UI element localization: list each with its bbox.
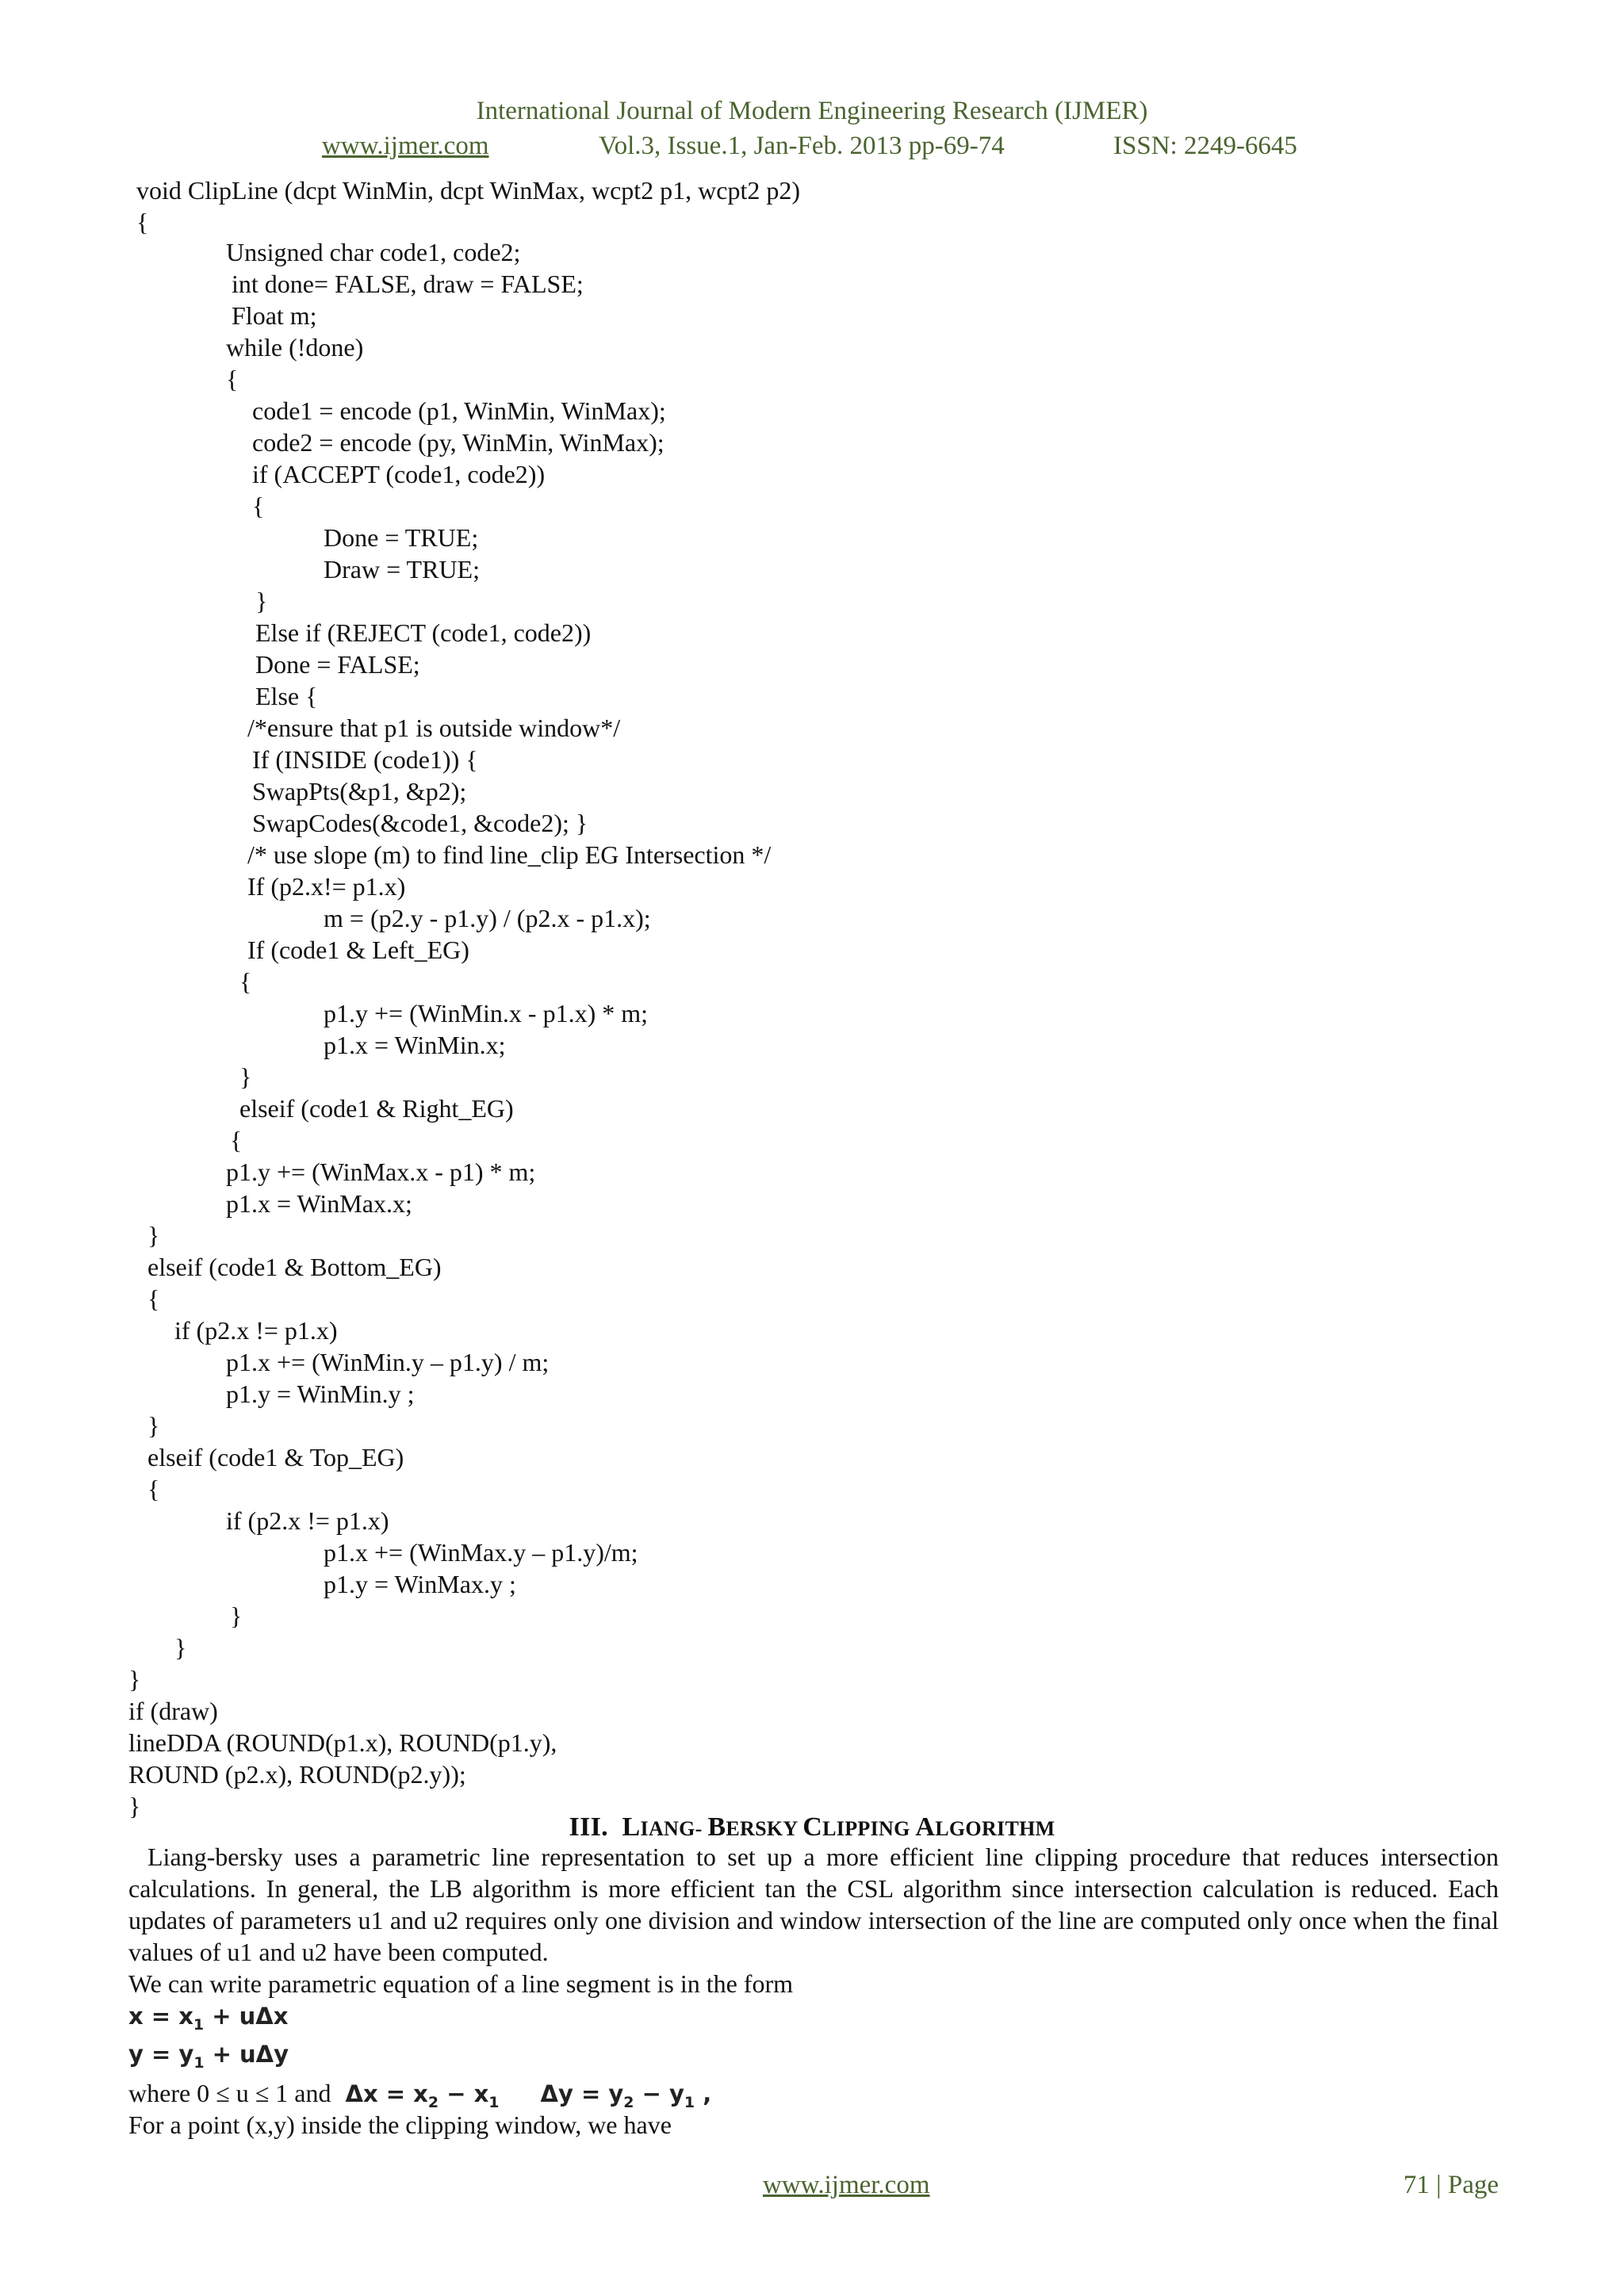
param-intro: We can write parametric equation of a line segment is in the form — [128, 1969, 793, 1998]
equation-y: $y = y_1 + u\Delta y$ — [128, 2041, 289, 2072]
code-line: ROUND (p2.x), ROUND(p2.y)); — [128, 1760, 466, 1789]
delta-y-equation: $\Delta y = y_2 - y_1$ , — [540, 2080, 712, 2111]
code-line: SwapCodes(&code1, &code2); } — [252, 809, 588, 837]
code-line: p1.y += (WinMax.x - p1) * m; — [226, 1158, 536, 1186]
code-line: } — [147, 1221, 160, 1249]
code-line: while (!done) — [226, 333, 364, 362]
code-line: } — [230, 1601, 243, 1630]
footer-website-link[interactable]: www.ijmer.com — [763, 2171, 930, 2199]
code-line: p1.y += (WinMin.x - p1.x) * m; — [324, 999, 648, 1027]
section-paragraph: Liang-bersky uses a parametric line representation to set up a more efficient line clipping procedure that reduces intersection calculations. In general, the LB algorithm is more efficient tan the CSL algorithm since intersection calculation is reduced. Each updates of parameters u1 and u2 requires only one division and window intersection of the line are computed only once when the final values of u1 and u2 have been computed. — [128, 1843, 1499, 1966]
header-meta — [0, 130, 1624, 162]
header-volume: Vol.3, Issue.1, Jan-Feb. 2013 pp-69-74 — [599, 132, 1005, 160]
code-line: } — [147, 1411, 160, 1440]
code-line: { — [239, 967, 252, 996]
code-line: code1 = encode (p1, WinMin, WinMax); — [252, 396, 666, 425]
header-website-link[interactable]: www.ijmer.com — [322, 132, 489, 160]
code-line: { — [147, 1284, 160, 1313]
code-line: If (p2.x!= p1.x) — [247, 872, 406, 901]
code-line: elseif (code1 & Bottom_EG) — [147, 1253, 442, 1281]
code-line: { — [147, 1475, 160, 1503]
footer-page-number: 71 | Page — [1403, 2171, 1499, 2199]
code-line: m = (p2.y - p1.y) / (p2.x - p1.x); — [324, 904, 651, 932]
code-line: p1.y = WinMax.y ; — [324, 1570, 516, 1598]
inside-window-text: For a point (x,y) inside the clipping window, we have — [128, 2110, 672, 2139]
code-line: p1.y = WinMin.y ; — [226, 1380, 415, 1408]
code-line: elseif (code1 & Top_EG) — [147, 1443, 404, 1471]
code-line: if (draw) — [128, 1697, 218, 1725]
code-line: p1.x = WinMax.x; — [226, 1189, 412, 1218]
code-line: void ClipLine (dcpt WinMin, dcpt WinMax, wcpt2 p1, wcpt2 p2) — [136, 176, 801, 205]
code-line: p1.x = WinMin.x; — [324, 1031, 506, 1059]
code-line: Float m; — [232, 301, 317, 330]
code-line: Unsigned char code1, code2; — [226, 238, 521, 266]
delta-x-equation: $\Delta x = x_2 - x_1$ — [345, 2080, 500, 2111]
code-line: } — [255, 587, 268, 615]
code-line: /*ensure that p1 is outside window*/ — [247, 714, 621, 742]
equation-x: $x = x_1 + u\Delta x$ — [128, 2003, 289, 2034]
code-line: Done = FALSE; — [255, 650, 420, 679]
code-line: If (code1 & Left_EG) — [247, 936, 469, 964]
code-line: if (p2.x != p1.x) — [174, 1316, 338, 1345]
code-line: Else { — [255, 682, 318, 710]
code-line: code2 = encode (py, WinMin, WinMax); — [252, 428, 665, 457]
code-line: { — [252, 492, 265, 520]
code-line: } — [128, 1665, 141, 1693]
code-line: If (INSIDE (code1)) { — [252, 745, 478, 774]
code-line: { — [230, 1126, 243, 1154]
code-line: p1.x += (WinMin.y – p1.y) / m; — [226, 1348, 550, 1376]
header-issn: ISSN: 2249-6645 — [1113, 132, 1297, 160]
code-line: if (p2.x != p1.x) — [226, 1506, 389, 1535]
code-line: int done= FALSE, draw = FALSE; — [232, 270, 584, 298]
code-line: Else if (REJECT (code1, code2)) — [255, 618, 592, 647]
code-line: } — [128, 1792, 141, 1820]
code-line: /* use slope (m) to find line_clip EG Intersection */ — [247, 840, 772, 869]
code-line: { — [136, 208, 149, 236]
section-title: LIANG- BERSKY CLIPPING ALGORITHM — [622, 1812, 1055, 1842]
code-line: elseif (code1 & Right_EG) — [239, 1094, 514, 1123]
code-line: { — [226, 365, 239, 393]
code-line: Done = TRUE; — [324, 523, 479, 552]
code-line: } — [174, 1633, 187, 1662]
code-line: p1.x += (WinMax.y – p1.y)/m; — [324, 1538, 638, 1567]
journal-title: International Journal of Modern Engineering Research (IJMER) — [476, 97, 1148, 125]
code-line: lineDDA (ROUND(p1.x), ROUND(p1.y), — [128, 1728, 557, 1757]
code-line: } — [239, 1062, 252, 1091]
where-text: where 0 ≤ u ≤ 1 and — [128, 2079, 331, 2107]
code-line: if (ACCEPT (code1, code2)) — [252, 460, 546, 488]
code-line: SwapPts(&p1, &p2); — [252, 777, 467, 806]
code-line: Draw = TRUE; — [324, 555, 480, 584]
section-number: III. — [569, 1812, 608, 1842]
